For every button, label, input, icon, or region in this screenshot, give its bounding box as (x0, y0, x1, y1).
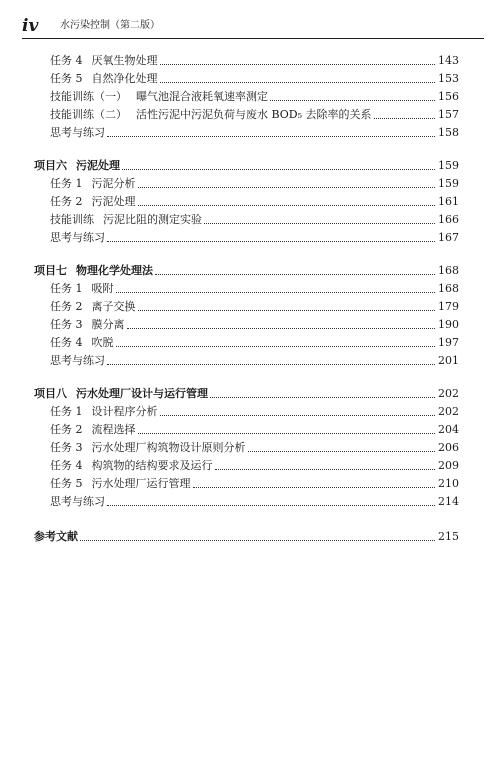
toc-entry-page: 214 (438, 495, 459, 508)
leader-dots (116, 292, 436, 293)
toc-entry-page: 157 (438, 108, 459, 121)
leader-dots (270, 100, 435, 101)
toc-entry-page: 161 (438, 195, 459, 208)
toc-entry[interactable] (50, 455, 459, 473)
toc-entry-page: 168 (438, 282, 459, 295)
toc-entry-label: 思考与练习 (50, 126, 105, 139)
toc-entry-label: 技能训练 污泥比阻的测定实验 (50, 213, 202, 226)
leader-dots (127, 328, 436, 329)
toc-entry-label: 任务 4 厌氧生物处理 (50, 54, 158, 67)
toc-entry[interactable] (50, 50, 459, 68)
toc-chapter-label: 项目七 物理化学处理法 (34, 264, 153, 277)
toc-entry[interactable] (50, 227, 459, 245)
toc-entry-label: 任务 1 设计程序分析 (50, 405, 158, 418)
toc-entry-label: 思考与练习 (50, 495, 105, 508)
toc-chapter-label: 项目六 污泥处理 (34, 159, 120, 172)
leader-dots (107, 241, 435, 242)
toc-entry-page: 143 (438, 54, 459, 67)
leader-dots (160, 82, 436, 83)
leader-dots (138, 310, 436, 311)
toc-entry-label: 任务 2 离子交换 (50, 300, 136, 313)
toc-entry[interactable] (50, 68, 459, 86)
leader-dots (215, 469, 436, 470)
toc-entry-label: 任务 1 污泥分析 (50, 177, 136, 190)
leader-dots (160, 415, 436, 416)
toc-entry-label: 思考与练习 (50, 354, 105, 367)
toc-entry-page: 215 (438, 530, 459, 543)
toc-entry[interactable] (50, 314, 459, 332)
toc-entry-page: 166 (438, 213, 459, 226)
toc-entry[interactable] (50, 278, 459, 296)
toc-entry[interactable] (50, 173, 459, 191)
toc-chapter-label: 项目八 污水处理厂设计与运行管理 (34, 387, 208, 400)
leader-dots (210, 397, 435, 398)
toc-entry-label: 任务 1 吸附 (50, 282, 114, 295)
leader-dots (107, 505, 435, 506)
toc-entry-label: 任务 2 污泥处理 (50, 195, 136, 208)
toc-entry-label: 技能训练（一） 曝气池混合液耗氧速率测定 (50, 90, 268, 103)
toc-entry-label: 任务 5 自然净化处理 (50, 72, 158, 85)
toc-entry[interactable] (50, 86, 459, 104)
toc-entry[interactable] (50, 350, 459, 368)
leader-dots (204, 223, 435, 224)
leader-dots (160, 64, 436, 65)
toc-entry-label: 思考与练习 (50, 231, 105, 244)
toc-entry-page: 159 (438, 159, 459, 172)
toc-entry-label: 任务 4 构筑物的结构要求及运行 (50, 459, 213, 472)
toc-entry-label: 任务 3 膜分离 (50, 318, 125, 331)
leader-dots (80, 540, 435, 541)
toc-entry[interactable] (50, 209, 459, 227)
toc-entry-page: 210 (438, 477, 459, 490)
toc-entry[interactable] (50, 104, 459, 122)
toc-chapter[interactable] (34, 260, 459, 278)
toc-entry-page: 202 (438, 405, 459, 418)
toc-entry-label: 任务 3 污水处理厂构筑物设计原则分析 (50, 441, 246, 454)
toc-entry-label: 技能训练（二） 活性污泥中污泥负荷与废水 BOD₅ 去除率的关系 (50, 108, 372, 121)
toc-entry-page: 158 (438, 126, 459, 139)
leader-dots (374, 118, 435, 119)
leader-dots (193, 487, 436, 488)
toc-entry[interactable] (50, 191, 459, 209)
toc-entry[interactable] (50, 401, 459, 419)
toc-references-label: 参考文献 (34, 530, 78, 543)
toc-entry-page: 153 (438, 72, 459, 85)
toc-entry-page: 201 (438, 354, 459, 367)
book-title: 水污染控制（第二版） (60, 20, 160, 31)
leader-dots (122, 169, 435, 170)
toc-entry-page: 197 (438, 336, 459, 349)
toc-entry[interactable] (50, 419, 459, 437)
toc-entry-page: 202 (438, 387, 459, 400)
toc-entry-label: 任务 2 流程选择 (50, 423, 136, 436)
toc-references[interactable] (34, 526, 459, 544)
leader-dots (107, 364, 435, 365)
toc-entry-page: 209 (438, 459, 459, 472)
header-rule (22, 38, 484, 39)
leader-dots (248, 451, 436, 452)
toc-entry-page: 204 (438, 423, 459, 436)
toc-entry-page: 179 (438, 300, 459, 313)
toc-entry[interactable] (50, 437, 459, 455)
toc-entry[interactable] (50, 296, 459, 314)
leader-dots (138, 205, 436, 206)
toc-entry-label: 任务 4 吹脱 (50, 336, 114, 349)
toc-entry-page: 159 (438, 177, 459, 190)
running-header (22, 16, 484, 36)
toc-entry[interactable] (50, 491, 459, 509)
toc-entry[interactable] (50, 332, 459, 350)
leader-dots (138, 433, 436, 434)
toc-entry-page: 168 (438, 264, 459, 277)
leader-dots (138, 187, 436, 188)
toc-chapter[interactable] (34, 383, 459, 401)
leader-dots (107, 136, 435, 137)
page-number: iv (22, 16, 39, 36)
toc-entry-page: 167 (438, 231, 459, 244)
leader-dots (155, 274, 435, 275)
toc-entry-label: 任务 5 污水处理厂运行管理 (50, 477, 191, 490)
leader-dots (116, 346, 436, 347)
toc-entry[interactable] (50, 122, 459, 140)
toc-entry[interactable] (50, 473, 459, 491)
toc-entry-page: 206 (438, 441, 459, 454)
toc-chapter[interactable] (34, 155, 459, 173)
toc-entry-page: 190 (438, 318, 459, 331)
toc-entry-page: 156 (438, 90, 459, 103)
